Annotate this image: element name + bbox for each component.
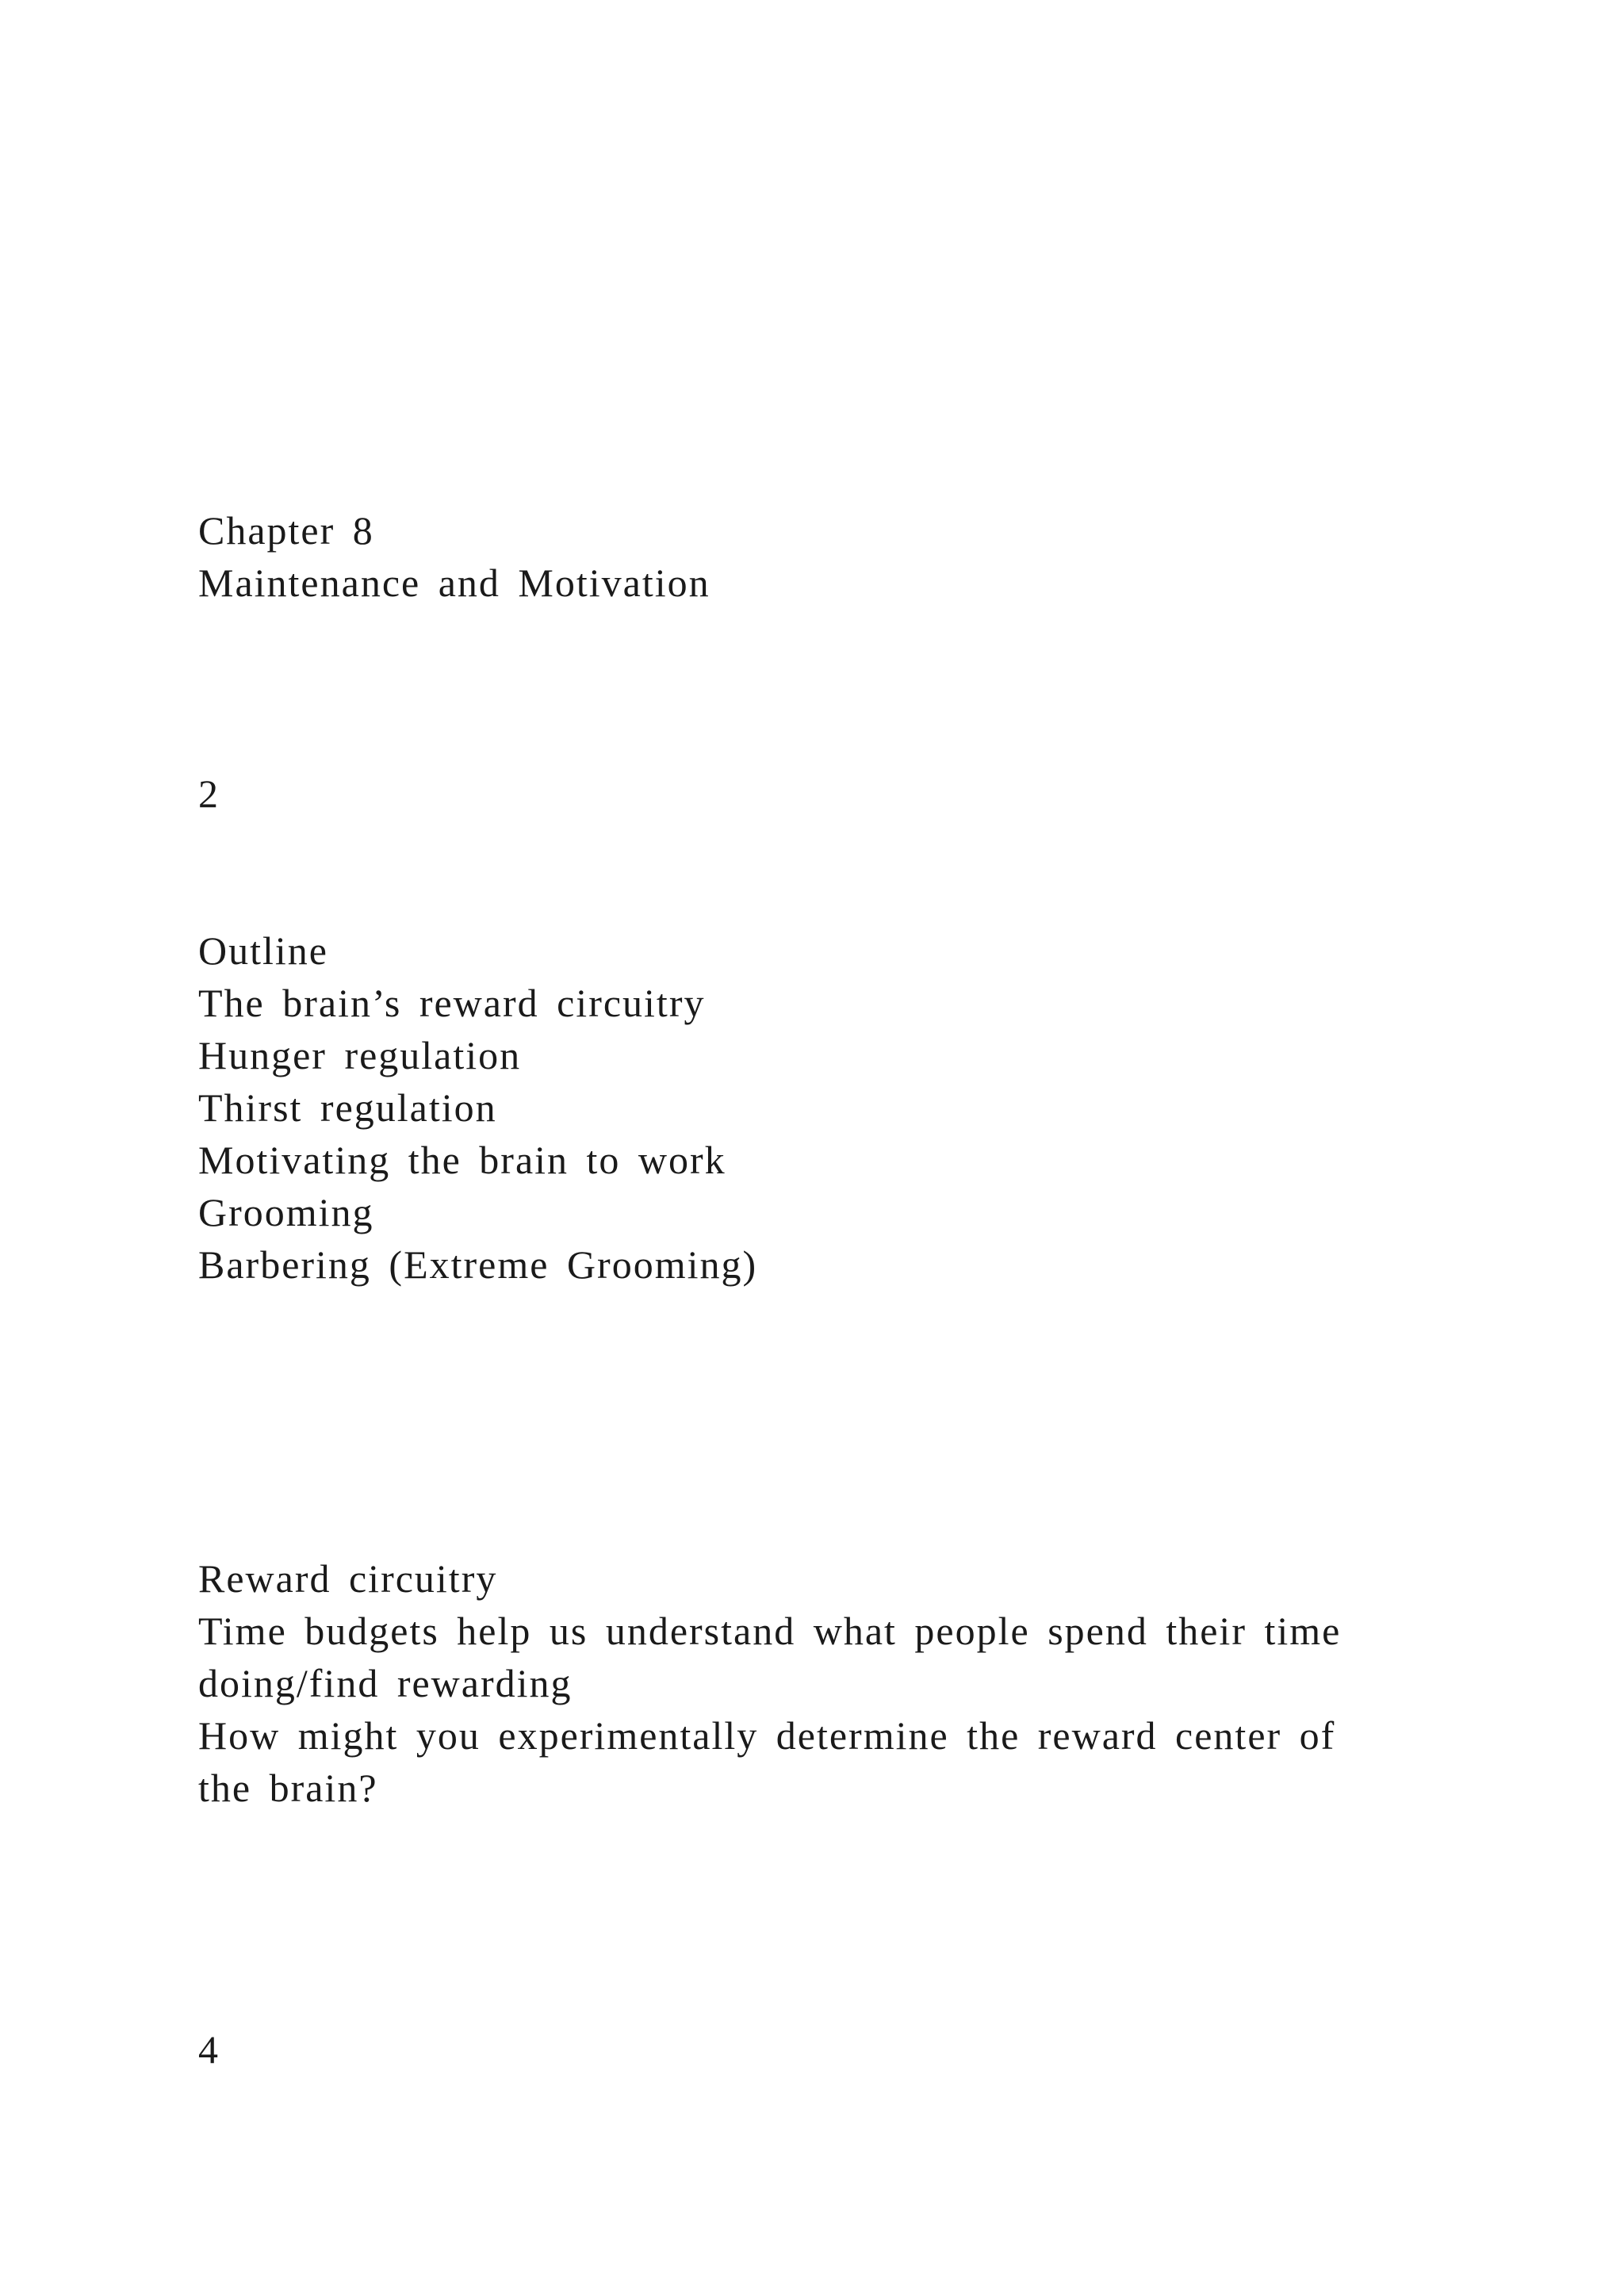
outline-item: Motivating the brain to work — [198, 1138, 726, 1182]
outline-item: Hunger regulation — [198, 1033, 522, 1077]
outline-heading: Outline — [198, 928, 328, 973]
outline-block — [198, 924, 1404, 1291]
outline-item: Thirst regulation — [198, 1085, 497, 1130]
outline-item: Barbering (Extreme Grooming) — [198, 1242, 758, 1287]
reward-body-line: doing/find rewarding — [198, 1661, 573, 1705]
reward-body-line: the brain? — [198, 1766, 378, 1810]
slide-number — [198, 767, 1404, 820]
chapter-title: Maintenance and Motivation — [198, 561, 710, 605]
outline-item: The brain’s reward circuitry — [198, 981, 706, 1025]
outline-item: Grooming — [198, 1190, 374, 1234]
slide-number — [198, 2023, 1404, 2076]
reward-body-line: Time budgets help us understand what people spend their time — [198, 1609, 1342, 1653]
reward-heading: Reward circuitry — [198, 1556, 498, 1601]
reward-circuitry-block — [198, 1552, 1404, 1814]
reward-body-line: How might you experimentally determine the reward center of — [198, 1713, 1336, 1758]
chapter-heading-block — [198, 504, 1404, 609]
slide-number-text: 2 — [198, 771, 220, 816]
chapter-label: Chapter 8 — [198, 508, 374, 553]
slide-number-text: 4 — [198, 2027, 220, 2072]
